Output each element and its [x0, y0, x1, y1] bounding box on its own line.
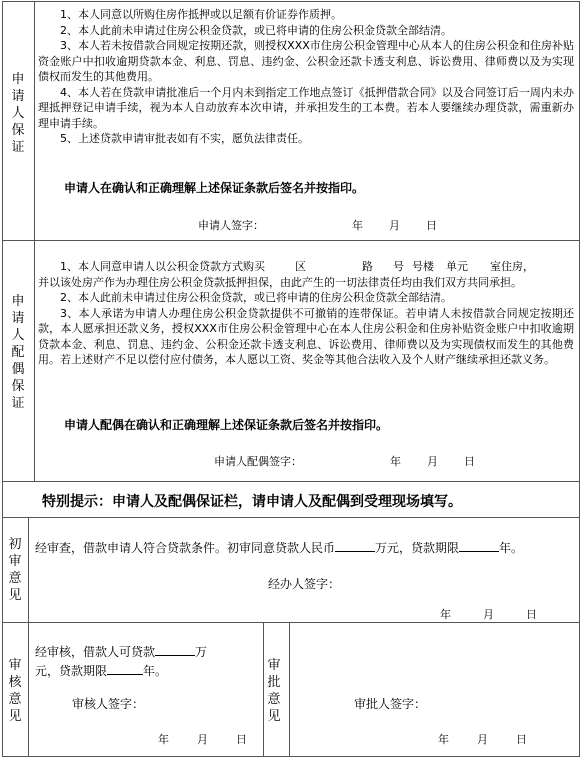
- review-term-field[interactable]: [107, 663, 143, 675]
- review-opinion-line1[interactable]: 经审核，借款人可贷款 万: [35, 645, 208, 659]
- special-notice: 特别提示：申请人及配偶保证栏，请申请人及配偶到受理现场填写。: [42, 494, 462, 510]
- spouse-confirm-statement: 申请人配偶在确认和正确理解上述保证条款后签名并按指印。: [64, 418, 389, 432]
- approval-date[interactable]: 年 月 日: [438, 733, 527, 746]
- approval-sign-label[interactable]: 审批人签字：: [354, 697, 427, 711]
- applicant-guarantee-label: 申 请 人 保 证: [11, 72, 25, 155]
- applicant-confirm-statement: 申请人在确认和正确理解上述保证条款后签名并按指印。: [64, 181, 365, 195]
- spouse-guarantee-terms: 1、本人同意申请人以公积金贷款方式购买 区 路 号 号楼 单元 室住房， 并以该处房产作为办理住房公积金贷款抵押担保，由此产生的一切法律责任均由我们双方共同承担。 2、本人此前未申请过住房公积金贷款，或已将申请的住房公积金贷款全部结清。 3、本人承诺为申请人办理住房公积金贷款提供不可撤销的连带保证。若申请人未按借款合同规定按期还款，本人愿承担还款义务，授权XXX市住房公积金管理中心在本人住房公积金和住房补贴资金账户中扣收逾期贷款本金、利息、罚息、违约金、公积金还款卡透支利息、诉讼费用、律师费以及为实现债权而发生的其他费用。若上述财产不足以偿付应付债务，本人愿以工资、奖金等其他合法收入及个人财产继续承担还款义务。: [38, 260, 574, 366]
- first-review-handler-sign-label[interactable]: 经办人签字：: [268, 577, 341, 591]
- spouse-guarantee-label: 申 请 人 配 偶 保 证: [11, 294, 25, 411]
- first-review-amount-field[interactable]: [335, 540, 375, 552]
- approval-section: [289, 622, 580, 757]
- loan-application-form: [2, 1, 580, 759]
- first-review-term-field[interactable]: [459, 540, 499, 552]
- applicant-signature-line[interactable]: 申请人签字： 年 月 日: [198, 219, 437, 232]
- review-date[interactable]: 年 月 日: [158, 733, 247, 746]
- first-review-opinion[interactable]: 经审查，借款申请人符合贷款条件。初审同意贷款人民币 万元，贷款期限 年。: [35, 541, 524, 555]
- applicant-guarantee-terms: 1、本人同意以所购住房作抵押或以足额有价证券作质押。 2、本人此前未申请过住房公积金贷款，或已将申请的住房公积金贷款全部结清。 3、本人若未按借款合同规定按期还款，则授权XXX市住房公积金管理中心从本人的住房公积金和住房补贴资金账户中扣收逾期贷款本金、利息、罚息、违约金、公积金还款卡透支利息、诉讼费用、律师费以及为实现债权而发生的其他费用。 4、本人若在贷款申请批准后一个月内未到指定工作地点签订《抵押借款合同》以及合同签订后一周内未办理抵押登记申请手续，视为本人自动放弃本次申请，并承担发生的工本费。若本人要继续办理贷款，需重新办理申请手续。 5、上述贷款申请审批表如有不实，愿负法律责任。: [38, 8, 574, 145]
- review-amount-field[interactable]: [155, 644, 195, 656]
- review-sign-label[interactable]: 审核人签字：: [72, 697, 145, 711]
- approval-label: 审 批 意 见: [267, 658, 281, 724]
- first-review-date[interactable]: 年 月 日: [440, 608, 537, 621]
- first-review-label: 初 审 意 见: [8, 537, 22, 603]
- review-opinion-line2[interactable]: 元，贷款期限 年。: [35, 664, 168, 678]
- review-label: 审 核 意 见: [8, 658, 22, 724]
- spouse-signature-line[interactable]: 申请人配偶签字： 年 月 日: [214, 455, 475, 468]
